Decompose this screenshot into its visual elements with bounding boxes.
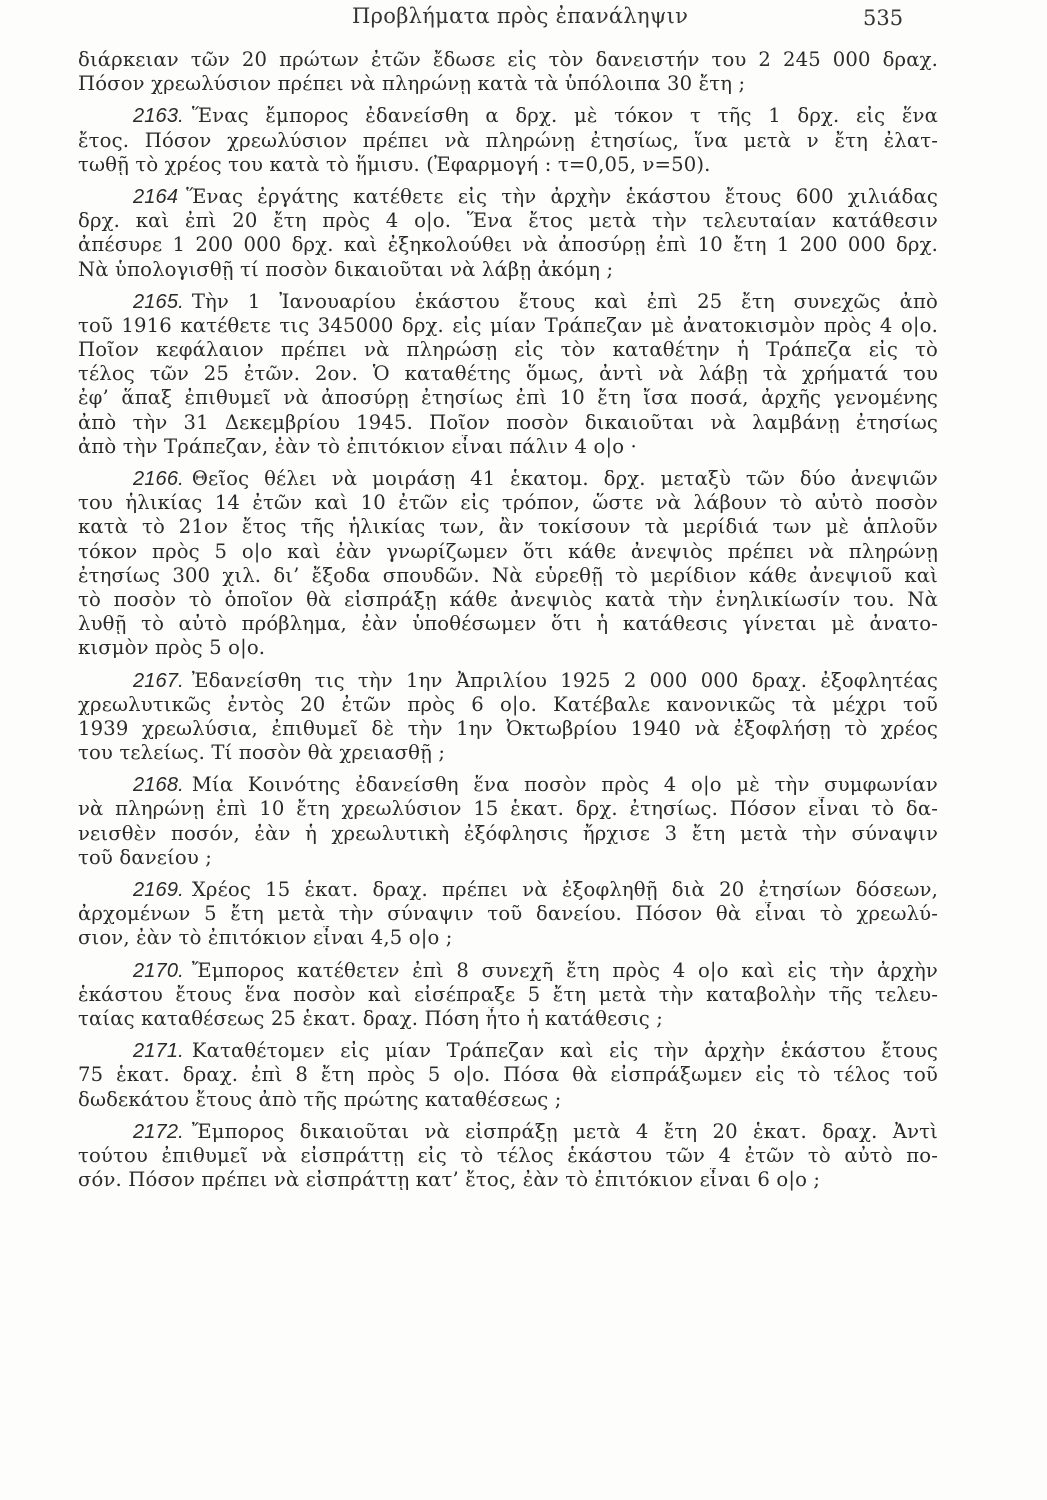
problem-first-line [78, 104, 938, 128]
line-text: του ἡλικίας 14 ἐτῶν καὶ 10 ἐτῶν εἰς τρόπον, ὥστε νὰ λάβουν τὸ αὐτὸ ποσὸν [78, 491, 938, 515]
text-line [78, 797, 938, 821]
line-text: νὰ πληρώνῃ ἐπὶ 10 ἔτη χρεωλύσιον 15 ἑκατ. δρχ. ἐτησίως. Πόσον εἶναι τὸ δα- [78, 797, 938, 821]
line-text: ἐφ’ ἅπαξ ἐπιθυμεῖ νὰ ἀποσύρῃ ἐτησίως ἐπὶ 10 ἔτη ἴσα ποσά, ἀρχῆς γενομένης [78, 386, 938, 410]
line-text: Χρέος 15 ἑκατ. δραχ. πρέπει νὰ ἐξοφληθῇ διὰ 20 ἐτησίων δόσεων, [191, 878, 938, 901]
line-text: Καταθέτομεν εἰς μίαν Τράπεζαν καὶ εἰς τὴν ἀρχὴν ἑκάστου ἔτους [191, 1039, 938, 1063]
problem-first-line [78, 290, 938, 314]
line-text: τοῦ δανείου ; [78, 845, 213, 869]
line-text: Ἔμπορος κατέθετεν ἐπὶ 8 συνεχῆ ἔτη πρὸς 4 ο|ο καὶ εἰς τὴν ἀρχὴν [191, 958, 938, 982]
text-line [78, 1007, 938, 1031]
text-line [78, 822, 938, 846]
line-text: Μία Κοινότης ἐδανείσθη ἕνα ποσὸν πρὸς 4 ο|ο μὲ τὴν συμφωνίαν [191, 773, 938, 797]
text-line [78, 1063, 938, 1087]
line-text: Πόσον χρεωλύσιον πρέπει νὰ πληρώνῃ κατὰ τὰ ὑπόλοιπα 30 ἔτη ; [78, 72, 746, 96]
line-text: διάρκειαν τῶν 20 πρώτων ἐτῶν ἔδωσε εἰς τὸν δανειστήν του 2 245 000 δραχ. [78, 48, 938, 71]
text-line [78, 435, 938, 459]
line-text: Θεῖος θέλει νὰ μοιράσῃ 41 ἑκατομ. δρχ. μεταξὺ τῶν δύο ἀνεψιῶν [191, 467, 938, 490]
text-line [78, 1088, 938, 1112]
line-text: σόν. Πόσον πρέπει νὰ εἰσπράττῃ κατ’ ἔτος, ἐὰν τὸ ἐπιτόκιον εἶναι 6 ο|ο ; [78, 1168, 821, 1192]
text-line [78, 693, 938, 717]
line-text: τωθῇ τὸ χρέος του κατὰ τὸ ἥμισυ. (Ἐφαρμογή : τ=0,05, ν=50). [78, 152, 711, 176]
text-line [78, 314, 938, 338]
text-line [78, 926, 938, 950]
line-text: κατὰ τὸ 21ον ἔτος τῆς ἡλικίας των, ἂν τοκίσουν τὰ μερίδιά των μὲ ἁπλοῦν [78, 515, 938, 539]
text-line [78, 72, 938, 96]
running-title: Προβλήματα πρὸς ἐπανάληψιν [352, 4, 689, 28]
problem-first-line [78, 669, 938, 693]
text-line [78, 612, 938, 636]
problem-first-line [78, 185, 938, 209]
line-text: λυθῇ τὸ αὐτὸ πρόβλημα, ἐὰν ὑποθέσωμεν ὅτι ἡ κατάθεσις γίνεται μὲ ἀνατο- [78, 612, 938, 636]
line-text: ἀπὸ τὴν 31 Δεκεμβρίου 1945. Ποῖον ποσὸν δικαιοῦται νὰ λαμβάνῃ ἐτησίως [78, 410, 938, 434]
text-line [78, 846, 938, 870]
problem-number: 2170. [133, 959, 184, 982]
line-text: 75 ἑκατ. δραχ. ἐπὶ 8 ἔτη πρὸς 5 ο|ο. Πόσα θὰ εἰσπράξωμεν εἰς τὸ τέλος τοῦ [78, 1063, 938, 1087]
problem-number: 2171. [133, 1040, 184, 1063]
line-text: Νὰ ὑπολογισθῇ τί ποσὸν δικαιοῦται νὰ λάβῃ ἀκόμη ; [78, 257, 614, 281]
text-line [78, 129, 938, 153]
problem-first-line [78, 959, 938, 983]
line-text: Ἔμπορος δικαιοῦται νὰ εἰσπράξῃ μετὰ 4 ἔτη 20 ἑκατ. δραχ. Ἀντὶ [191, 1119, 938, 1143]
problem-first-line [78, 467, 938, 491]
problem-number: 2168. [133, 774, 184, 797]
page-header [0, 4, 1047, 34]
text-line [78, 1144, 938, 1168]
text-line [78, 411, 938, 435]
line-text: ἀρχομένων 5 ἔτη μετὰ τὴν σύναψιν τοῦ δανείου. Πόσον θὰ εἶναι τὸ χρεωλύ- [78, 902, 938, 926]
line-text: ἔτος. Πόσον χρεωλύσιον πρέπει νὰ πληρώνῃ ἐτησίως, ἵνα μετὰ ν ἔτη ἐλατ- [78, 128, 938, 152]
problem-number: 2164 [133, 185, 179, 208]
problem-number: 2167. [133, 669, 184, 692]
text-line [78, 515, 938, 539]
text-line [78, 491, 938, 515]
text-line [78, 636, 938, 660]
line-text: Τὴν 1 Ἰανουαρίου ἑκάστου ἔτους καὶ ἐπὶ 25 ἔτη συνεχῶς ἀπὸ [191, 289, 938, 313]
text-line [78, 588, 938, 612]
line-text: τοῦ 1916 κατέθετε τις 345000 δρχ. εἰς μίαν Τράπεζαν μὲ ἀνατοκισμὸν πρὸς 4 ο|ο. [78, 313, 938, 337]
line-text: Ποῖον κεφάλαιον πρέπει νὰ πληρώσῃ εἰς τὸν καταθέτην ἡ Τράπεζα εἰς τὸ [78, 338, 938, 362]
problem-first-line [78, 1039, 938, 1063]
problem-number: 2166. [133, 468, 184, 490]
line-text: τούτου ἐπιθυμεῖ νὰ εἰσπράττῃ εἰς τὸ τέλος ἑκάστου τῶν 4 ἐτῶν τὸ αὐτὸ πο- [78, 1143, 938, 1167]
line-text: χρεωλυτικῶς ἐντὸς 20 ἐτῶν πρὸς 6 ο|ο. Κατέβαλε κανονικῶς τὰ μέχρι τοῦ [78, 692, 938, 716]
text-line [78, 153, 938, 177]
text-line [78, 233, 938, 257]
line-text: δρχ. καὶ ἐπὶ 20 ἔτη πρὸς 4 ο|ο. Ἕνα ἔτος μετὰ τὴν τελευταίαν κατάθεσιν [78, 209, 938, 233]
page-number: 535 [863, 6, 904, 30]
line-text: σιον, ἐὰν τὸ ἐπιτόκιον εἶναι 4,5 ο|ο ; [78, 926, 453, 950]
line-text: ἀπὸ τὴν Τράπεζαν, ἐὰν τὸ ἐπιτόκιον εἶναι πάλιν 4 ο|ο · [78, 434, 637, 458]
text-line [78, 338, 938, 362]
line-text: ἑκάστου ἔτους ἕνα ποσὸν καὶ εἰσέπραξε 5 ἔτη μετὰ τὴν καταβολὴν τῆς τελευ- [78, 982, 938, 1006]
line-text: τέλος τῶν 25 ἐτῶν. 2ον. Ὁ καταθέτης ὅμως, ἀντὶ νὰ λάβῃ τὰ χρήματά του [78, 362, 938, 386]
line-text: κισμὸν πρὸς 5 ο|ο. [78, 636, 266, 660]
line-text: ἀπέσυρε 1 200 000 δρχ. καὶ ἐξηκολούθει νὰ ἀποσύρῃ ἐπὶ 10 ἔτη 1 200 000 δρχ. [78, 233, 938, 257]
text-line [78, 1168, 938, 1192]
line-text: Ἐδανείσθη τις τὴν 1ην Ἀπριλίου 1925 2 000 000 δραχ. ἐξοφλητέας [191, 668, 938, 692]
problem-number: 2169. [133, 879, 184, 901]
text-line [78, 983, 938, 1007]
text-line [78, 741, 938, 765]
text-line [78, 209, 938, 233]
line-text: Ἕνας ἔμπορος ἐδανείσθη α δρχ. μὲ τόκον τ τῆς 1 δρχ. εἰς ἕνα [191, 104, 938, 128]
line-text: Ἕνας ἐργάτης κατέθετε εἰς τὴν ἀρχὴν ἑκάστου ἔτους 600 χιλιάδας [186, 184, 938, 208]
line-text: τόκον πρὸς 5 ο|ο καὶ ἐὰν γνωρίζωμεν ὅτι κάθε ἀνεψιὸς πρέπει νὰ πληρώνῃ [78, 539, 938, 563]
text-line [78, 258, 938, 282]
line-text: ταίας καταθέσεως 25 ἑκατ. δραχ. Πόση ἦτο ἡ κατάθεσις ; [78, 1006, 663, 1030]
text-line [78, 564, 938, 588]
text-line [78, 48, 938, 72]
problem-number: 2163. [133, 105, 184, 128]
problem-first-line [78, 773, 938, 797]
line-text: δωδεκάτου ἔτους ἀπὸ τῆς πρώτης καταθέσεως ; [78, 1087, 562, 1111]
text-line [78, 902, 938, 926]
line-text: τὸ ποσὸν τὸ ὁποῖον θὰ εἰσπράξῃ κάθε ἀνεψιὸς κατὰ τὴν ἐνηλικίωσίν του. Νὰ [78, 587, 938, 611]
problem-first-line [78, 1120, 938, 1144]
line-text: του τελείως. Τί ποσὸν θὰ χρειασθῇ ; [78, 741, 446, 765]
problems-text [78, 48, 938, 1192]
line-text: νεισθὲν ποσόν, ἐὰν ἡ χρεωλυτικὴ ἐξόφλησις ἤρχισε 3 ἔτη μετὰ τὴν σύναψιν [78, 821, 938, 845]
text-line [78, 717, 938, 741]
line-text: 1939 χρεωλύσια, ἐπιθυμεῖ δὲ τὴν 1ην Ὀκτωβρίου 1940 νὰ ἐξοφλήσῃ τὸ χρέος [78, 716, 938, 740]
problem-first-line [78, 878, 938, 902]
text-line [78, 362, 938, 386]
problem-number: 2172. [133, 1120, 184, 1143]
text-line [78, 386, 938, 410]
problem-number: 2165. [133, 290, 184, 313]
text-line [78, 540, 938, 564]
line-text: ἐτησίως 300 χιλ. δι’ ἔξοδα σπουδῶν. Νὰ εὑρεθῇ τὸ μερίδιον κάθε ἀνεψιοῦ καὶ [78, 563, 938, 587]
